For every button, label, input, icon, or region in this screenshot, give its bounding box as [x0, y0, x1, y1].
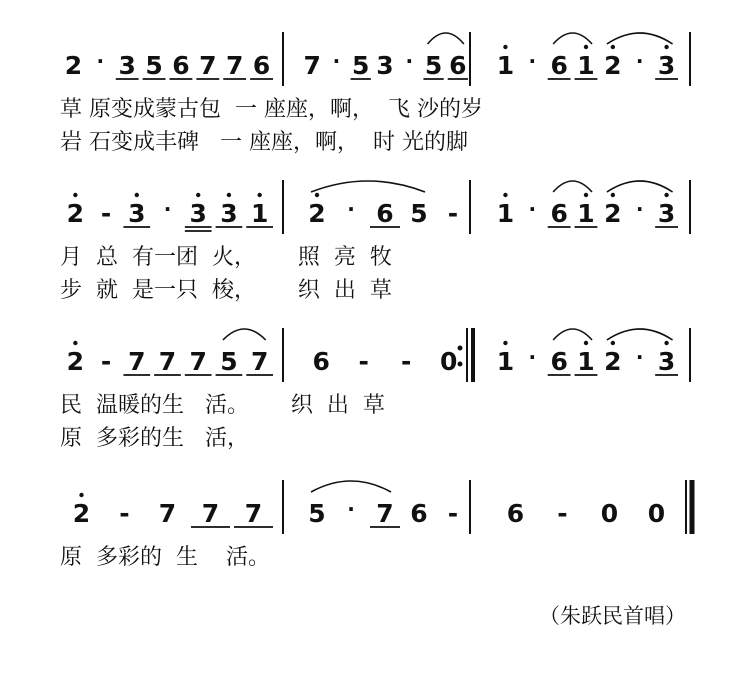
- high-octave-dot: [73, 341, 77, 345]
- dash-mark: -: [358, 347, 369, 376]
- dash-mark: -: [447, 499, 459, 528]
- note: 5: [352, 51, 370, 80]
- note: 0: [600, 499, 619, 528]
- note: 3: [657, 199, 676, 228]
- lyric-line: 月 总 有一团 火， 照 亮 牧: [60, 245, 392, 270]
- lyric-line: 步 就 是一只 梭， 织 出 草: [60, 278, 392, 303]
- note: 3: [376, 51, 394, 80]
- slur: [607, 33, 673, 44]
- dot-mark: ·: [635, 345, 644, 369]
- note: 3: [189, 199, 207, 228]
- high-octave-dot: [503, 193, 507, 197]
- note: 2: [604, 347, 622, 376]
- dot-mark: ·: [635, 197, 644, 221]
- lyric-line: 原 多彩的生 活，: [60, 426, 249, 451]
- dot-mark: ·: [528, 197, 537, 221]
- dot-mark: ·: [528, 49, 537, 73]
- note: 3: [657, 347, 676, 376]
- dash-mark: -: [119, 499, 130, 528]
- note: 1: [496, 51, 515, 80]
- note: 0: [440, 347, 458, 376]
- dot-mark: ·: [96, 49, 105, 73]
- note: 6: [449, 51, 467, 80]
- note: 7: [376, 499, 394, 528]
- note: 6: [506, 499, 525, 528]
- note: 7: [244, 499, 263, 528]
- slur: [607, 329, 673, 340]
- note: 1: [577, 347, 595, 376]
- slur: [428, 33, 464, 44]
- dot-mark: ·: [405, 49, 414, 73]
- dash-mark: -: [100, 347, 112, 376]
- note: 2: [604, 51, 622, 80]
- lyric-line: 草 原变成蒙古包 一 座座，啊， 飞 沙的岁: [60, 97, 483, 122]
- note: 2: [308, 199, 326, 228]
- slur: [311, 481, 391, 492]
- note: 7: [128, 347, 146, 376]
- high-octave-dot: [584, 45, 588, 49]
- high-octave-dot: [664, 45, 668, 49]
- note: 1: [496, 199, 515, 228]
- slur: [223, 329, 266, 340]
- high-octave-dot: [79, 493, 83, 497]
- slur: [553, 33, 592, 44]
- note: 3: [657, 51, 676, 80]
- dot-mark: ·: [332, 49, 341, 73]
- note: 6: [312, 347, 330, 376]
- high-octave-dot: [664, 341, 668, 345]
- dot-mark: ·: [347, 497, 355, 521]
- note: 6: [252, 51, 271, 80]
- note: 7: [303, 51, 321, 80]
- note: 5: [220, 347, 238, 376]
- note: 6: [172, 51, 190, 80]
- note: 6: [376, 199, 394, 228]
- note: 7: [199, 51, 217, 80]
- lyric-line: 岩 石变成丰碑 一 座座，啊， 时 光的脚: [60, 130, 468, 155]
- dot-mark: ·: [635, 49, 644, 73]
- dot-mark: ·: [347, 197, 355, 221]
- slur: [311, 181, 425, 192]
- dash-mark: -: [447, 199, 459, 228]
- high-octave-dot: [135, 193, 139, 197]
- note: 5: [145, 51, 163, 80]
- note: 7: [201, 499, 220, 528]
- note: 7: [250, 347, 269, 376]
- high-octave-dot: [584, 341, 588, 345]
- note: 1: [577, 199, 595, 228]
- repeat-dot: [458, 362, 463, 367]
- note: 2: [66, 347, 85, 376]
- note: 2: [64, 51, 83, 80]
- dash-mark: -: [100, 199, 112, 228]
- note: 2: [604, 199, 622, 228]
- repeat-dot: [458, 346, 463, 351]
- high-octave-dot: [227, 193, 231, 197]
- high-octave-dot: [664, 193, 668, 197]
- high-octave-dot: [73, 193, 77, 197]
- high-octave-dot: [611, 45, 615, 49]
- note: 5: [410, 199, 428, 228]
- note: 1: [496, 347, 515, 376]
- note: 3: [118, 51, 136, 80]
- high-octave-dot: [584, 193, 588, 197]
- slur: [553, 329, 592, 340]
- slur: [553, 181, 592, 192]
- dash-mark: -: [401, 347, 412, 376]
- high-octave-dot: [257, 193, 261, 197]
- note: 5: [424, 51, 443, 80]
- note: 0: [647, 499, 666, 528]
- note: 6: [550, 51, 568, 80]
- slur: [607, 181, 673, 192]
- lyric-line: 民 温暖的生 活。 织 出 草: [60, 393, 385, 418]
- note: 1: [577, 51, 595, 80]
- high-octave-dot: [503, 45, 507, 49]
- note: 2: [72, 499, 91, 528]
- note: 7: [158, 347, 177, 376]
- dot-mark: ·: [528, 345, 537, 369]
- note: 1: [250, 199, 269, 228]
- note: 5: [308, 499, 326, 528]
- high-octave-dot: [611, 341, 615, 345]
- high-octave-dot: [611, 193, 615, 197]
- note: 6: [410, 499, 428, 528]
- high-octave-dot: [503, 341, 507, 345]
- lyric-line: 原 多彩的 生 活。: [60, 545, 270, 570]
- note: 2: [66, 199, 85, 228]
- dash-mark: -: [557, 499, 568, 528]
- note: 7: [189, 347, 207, 376]
- dot-mark: ·: [163, 197, 172, 221]
- high-octave-dot: [196, 193, 200, 197]
- note: 7: [225, 51, 244, 80]
- note: 6: [550, 347, 568, 376]
- singer-credit: （朱跃民首唱）: [539, 604, 686, 628]
- note: 3: [220, 199, 238, 228]
- note: 7: [158, 499, 177, 528]
- note: 6: [550, 199, 568, 228]
- note: 3: [128, 199, 146, 228]
- high-octave-dot: [315, 193, 319, 197]
